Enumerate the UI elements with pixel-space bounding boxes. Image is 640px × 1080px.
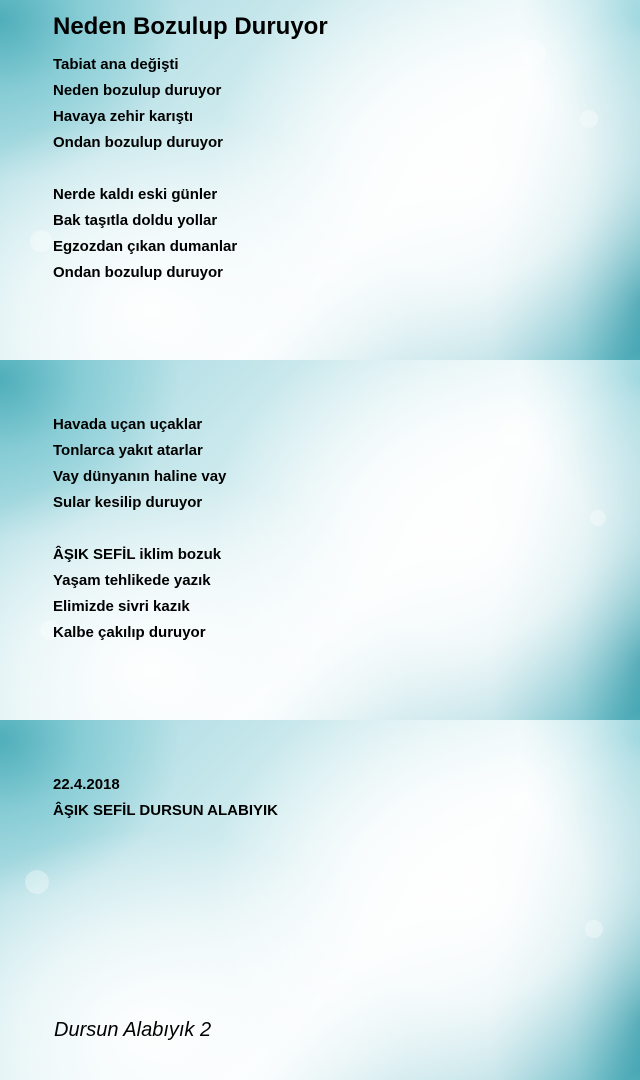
poem-line: Ondan bozulup duruyor: [53, 264, 223, 281]
poem-panel-3: [0, 720, 640, 1080]
poem-line: Ondan bozulup duruyor: [53, 134, 223, 151]
poem-date: 22.4.2018: [53, 776, 120, 793]
bokeh-decoration: [580, 110, 598, 128]
poem-line: Havaya zehir karıştı: [53, 108, 194, 125]
poem-line: Nerde kaldı eski günler: [53, 186, 218, 203]
poem-line: Tonlarca yakıt atarlar: [53, 442, 203, 459]
bokeh-decoration: [520, 40, 546, 66]
poem-line: Yaşam tehlikede yazık: [53, 572, 211, 589]
bokeh-decoration: [500, 420, 524, 444]
stanza-4: [53, 542, 221, 646]
poem-line: ÂŞIK SEFİL iklim bozuk: [53, 546, 222, 563]
bokeh-decoration: [30, 230, 52, 252]
poem-author: ÂŞIK SEFİL DURSUN ALABIYIK: [53, 802, 279, 819]
poem-line: Neden bozulup duruyor: [53, 82, 222, 99]
author-signature: Dursun Alabıyık 2: [54, 1019, 212, 1041]
stanza-3: [53, 412, 226, 516]
poem-panel-2: [0, 360, 640, 720]
poem-line: Egzozdan çıkan dumanlar: [53, 238, 238, 255]
poem-line: Vay dünyanın haline vay: [53, 468, 227, 485]
bokeh-decoration: [510, 790, 532, 812]
bokeh-decoration: [590, 510, 606, 526]
stanza-1: [53, 52, 223, 156]
poem-panel-1: [0, 0, 640, 360]
bokeh-decoration: [585, 920, 603, 938]
poem-line: Bak taşıtla doldu yollar: [53, 212, 218, 229]
poem-title: Neden Bozulup Duruyor: [53, 13, 328, 40]
stanza-2: [53, 182, 237, 286]
poem-line: Havada uçan uçaklar: [53, 416, 203, 433]
bokeh-decoration: [25, 870, 49, 894]
poem-line: Kalbe çakılıp duruyor: [53, 624, 206, 641]
poem-line: Tabiat ana değişti: [53, 56, 179, 73]
poem-footer: [53, 772, 278, 824]
poem-line: Elimizde sivri kazık: [53, 598, 190, 615]
poem-line: Sular kesilip duruyor: [53, 494, 203, 511]
